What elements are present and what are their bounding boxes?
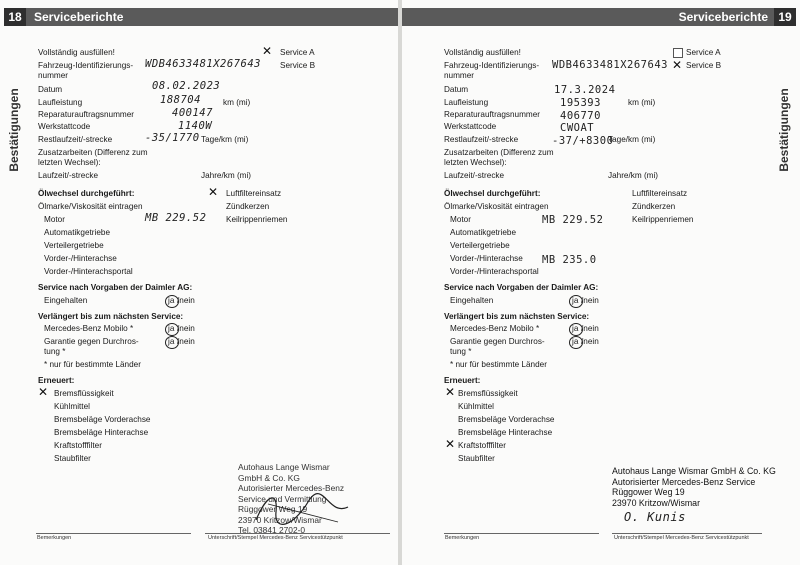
side-tab: [774, 40, 796, 220]
bremsfluessigkeit-label: Bremsflüssigkeit: [458, 389, 518, 398]
km-label: km (mi): [223, 98, 251, 107]
zusatz-label-2: letzten Wechsel):: [444, 158, 507, 167]
stamp-line: Service und Vermittlung: [238, 493, 327, 504]
oelmarke-label: Ölmarke/Viskosität eintragen: [444, 202, 549, 211]
auftrag-value: 400147: [172, 107, 213, 119]
laufleistung-label: Laufleistung: [444, 98, 489, 107]
stamp-line: GmbH & Co. KG: [238, 472, 300, 483]
circle-mark-icon: [165, 323, 179, 336]
bremsfluessigkeit-label: Bremsflüssigkeit: [54, 389, 114, 398]
bemerkungen-label: Bemerkungen: [445, 535, 480, 541]
eingehalten-ja: ja: [168, 296, 175, 305]
fill-note: Vollständig ausfüllen!: [444, 48, 521, 57]
oelmarke-label: Ölmarke/Viskosität eintragen: [38, 202, 143, 211]
vorderachse-label: Vorder-/Hinterachse: [450, 254, 523, 263]
vin-label: Fahrzeug-Identifizierungs-: [38, 61, 134, 70]
side-tab-label: Bestätigungen: [777, 88, 791, 172]
stamp-line: Rüggower Weg 19: [238, 504, 308, 514]
auftrag-value: 406770: [560, 110, 601, 122]
luftfilter-label: Luftfiltereinsatz: [226, 189, 282, 198]
unterschrift-label: Unterschrift/Stempel Mercedes-Benz Servicestützpunkt: [614, 535, 749, 541]
datum-value: 17.3.2024: [554, 84, 616, 96]
belaege-hinten-label: Bremsbeläge Hinterachse: [458, 428, 553, 437]
stamp-line: Autorisierter Mercedes-Benz Service: [612, 476, 756, 487]
kuehlmittel-label: Kühlmittel: [458, 402, 494, 411]
vin-label: Fahrzeug-Identifizierungs-: [444, 61, 540, 70]
vin-label-2: nummer: [38, 71, 69, 80]
stamp-line: 23970 Kritzow/Wismar: [238, 514, 322, 525]
zuendkerzen-label: Zündkerzen: [226, 202, 270, 211]
werkstatt-value: CWOAT: [560, 122, 595, 134]
restlauf-label: Restlaufzeit/-strecke: [38, 135, 113, 144]
erneuert-heading: Erneuert:: [444, 376, 481, 385]
tage-label: Tage/km (mi): [201, 135, 249, 144]
checkmark-x-icon: ✕: [445, 437, 456, 451]
stamp-line: Autohaus Lange Wismar: [238, 462, 330, 472]
motor-oel-value: MB 229.52: [145, 212, 207, 224]
mobilo-ja: ja: [168, 324, 175, 333]
portal-label: Vorder-/Hinterachsportal: [450, 267, 539, 276]
page-number: 18: [4, 8, 26, 26]
mobilo-ja: ja: [572, 324, 579, 333]
bemerkungen-line: [36, 533, 191, 534]
datum-label: Datum: [444, 85, 469, 94]
eingehalten-label: Eingehalten: [44, 296, 88, 305]
service-vorgaben-heading: Service nach Vorgaben der Daimler AG:: [444, 283, 599, 292]
erneuert-heading: Erneuert:: [38, 376, 75, 385]
kuehlmittel-label: Kühlmittel: [54, 402, 90, 411]
page-number: 19: [774, 8, 796, 26]
restlauf-value: -37/+8300: [552, 135, 614, 147]
side-tab-label: Bestätigungen: [7, 88, 21, 172]
jahre-label: Jahre/km (mi): [201, 171, 252, 180]
bemerkungen-line: [444, 533, 599, 534]
signature: O. Kunis: [624, 510, 686, 524]
motor-oel-value: MB 229.52: [542, 214, 604, 226]
datum-value: 08.02.2023: [152, 80, 221, 92]
mobilo-label: Mercedes-Benz Mobilo *: [44, 324, 134, 333]
signature-icon: [248, 482, 358, 532]
circle-mark-icon: [165, 336, 179, 349]
garantie-nein: /nein: [177, 337, 195, 346]
laufleistung-value: 188704: [160, 94, 201, 106]
belaege-vorne-label: Bremsbeläge Vorderachse: [458, 415, 555, 424]
mobilo-nein: /nein: [177, 324, 195, 333]
unterschrift-label: Unterschrift/Stempel Mercedes-Benz Servicestützpunkt: [208, 535, 343, 541]
unterschrift-line: [205, 533, 390, 534]
garantie-label-2: tung *: [450, 347, 472, 356]
kraftstofffilter-label: Kraftstofffilter: [54, 441, 102, 450]
keilrippen-label: Keilrippenriemen: [632, 215, 694, 224]
oelwechsel-heading: Ölwechsel durchgeführt:: [38, 189, 135, 198]
checkmark-x-icon: ✕: [262, 44, 273, 58]
eingehalten-label: Eingehalten: [450, 296, 494, 305]
service-a-label: Service A: [686, 48, 721, 57]
garantie-label: Garantie gegen Durchros-: [450, 337, 545, 346]
vin-value: WDB4633481X267643: [145, 58, 261, 70]
vin-label-2: nummer: [444, 71, 475, 80]
service-vorgaben-heading: Service nach Vorgaben der Daimler AG:: [38, 283, 193, 292]
km-label: km (mi): [628, 98, 656, 107]
circle-mark-icon: [569, 323, 583, 336]
kraftstofffilter-label: Kraftstofffilter: [458, 441, 506, 450]
tage-label: Tage/km (mi): [608, 135, 656, 144]
automatik-label: Automatikgetriebe: [44, 228, 110, 237]
zuendkerzen-label: Zündkerzen: [632, 202, 676, 211]
verlaengert-heading: Verlängert bis zum nächsten Service:: [444, 312, 590, 321]
side-tab: [4, 40, 26, 220]
restlauf-value: -35/1770: [145, 132, 200, 144]
auftrag-label: Reparaturauftragsnummer: [38, 110, 135, 119]
vorderachse-oel-value: MB 235.0: [542, 254, 597, 266]
werkstatt-value: 1140W: [178, 120, 213, 132]
circle-mark-icon: [165, 295, 179, 308]
vin-value: WDB4633481X267643: [552, 59, 668, 71]
service-b-label: Service B: [686, 61, 722, 70]
oelwechsel-heading: Ölwechsel durchgeführt:: [444, 189, 541, 198]
keilrippen-label: Keilrippenriemen: [226, 215, 288, 224]
staubfilter-label: Staubfilter: [54, 454, 91, 463]
checkmark-x-icon: ✕: [672, 58, 683, 72]
zusatz-label-2: letzten Wechsel):: [38, 158, 101, 167]
motor-label: Motor: [44, 215, 65, 224]
checkmark-x-icon: ✕: [38, 385, 49, 399]
checkmark-x-icon: ✕: [208, 185, 219, 199]
mobilo-nein: /nein: [581, 324, 599, 333]
werkstatt-label: Werkstattcode: [444, 122, 497, 131]
page-title: Serviceberichte: [678, 10, 768, 24]
zusatz-label: Zusatzarbeiten (Differenz zum: [444, 148, 554, 157]
eingehalten-ja: ja: [572, 296, 579, 305]
zusatz-label: Zusatzarbeiten (Differenz zum: [38, 148, 148, 157]
fill-note: Vollständig ausfüllen!: [38, 48, 115, 57]
eingehalten-nein: /nein: [581, 296, 599, 305]
page-title: Serviceberichte: [34, 10, 124, 24]
laufzeit-label: Laufzeit/-strecke: [444, 171, 505, 180]
fussnote: * nur für bestimmte Länder: [450, 360, 547, 369]
fussnote: * nur für bestimmte Länder: [44, 360, 141, 369]
dealer-stamp: [612, 466, 776, 508]
luftfilter-label: Luftfiltereinsatz: [632, 189, 688, 198]
vorderachse-label: Vorder-/Hinterachse: [44, 254, 117, 263]
garantie-ja: ja: [572, 337, 579, 346]
circle-mark-icon: [569, 295, 583, 308]
unterschrift-line: [612, 533, 762, 534]
service-b-label: Service B: [280, 61, 316, 70]
garantie-label: Garantie gegen Durchros-: [44, 337, 139, 346]
service-a-label: Service A: [280, 48, 315, 57]
page-header: [4, 8, 398, 26]
laufleistung-label: Laufleistung: [38, 98, 83, 107]
stamp-line: Tel. 03841 2702-0: [238, 525, 306, 535]
motor-label: Motor: [450, 215, 471, 224]
stamp-line: Autorisierter Mercedes-Benz: [238, 483, 345, 493]
service-a-checkbox: [673, 48, 683, 58]
belaege-vorne-label: Bremsbeläge Vorderachse: [54, 415, 151, 424]
bemerkungen-label: Bemerkungen: [37, 535, 72, 541]
garantie-nein: /nein: [581, 337, 599, 346]
circle-mark-icon: [569, 336, 583, 349]
restlauf-label: Restlaufzeit/-strecke: [444, 135, 519, 144]
verteiler-label: Verteilergetriebe: [44, 241, 104, 250]
datum-label: Datum: [38, 85, 63, 94]
werkstatt-label: Werkstattcode: [38, 122, 91, 131]
verteiler-label: Verteilergetriebe: [450, 241, 510, 250]
automatik-label: Automatikgetriebe: [450, 228, 516, 237]
eingehalten-nein: /nein: [177, 296, 195, 305]
mobilo-label: Mercedes-Benz Mobilo *: [450, 324, 540, 333]
jahre-label: Jahre/km (mi): [608, 171, 659, 180]
right-page: [402, 0, 800, 565]
auftrag-label: Reparaturauftragsnummer: [444, 110, 541, 119]
staubfilter-label: Staubfilter: [458, 454, 495, 463]
page-header: [402, 8, 796, 26]
verlaengert-heading: Verlängert bis zum nächsten Service:: [38, 312, 184, 321]
portal-label: Vorder-/Hinterachsportal: [44, 267, 133, 276]
stamp-line: Rüggower Weg 19: [612, 487, 685, 497]
laufzeit-label: Laufzeit/-strecke: [38, 171, 99, 180]
laufleistung-value: 195393: [560, 97, 601, 109]
belaege-hinten-label: Bremsbeläge Hinterachse: [54, 428, 149, 437]
garantie-label-2: tung *: [44, 347, 66, 356]
stamp-line: Autohaus Lange Wismar GmbH & Co. KG: [612, 466, 776, 476]
left-page: [0, 0, 398, 565]
stamp-line: 23970 Kritzow/Wismar: [612, 497, 700, 508]
checkmark-x-icon: ✕: [445, 385, 456, 399]
garantie-ja: ja: [168, 337, 175, 346]
